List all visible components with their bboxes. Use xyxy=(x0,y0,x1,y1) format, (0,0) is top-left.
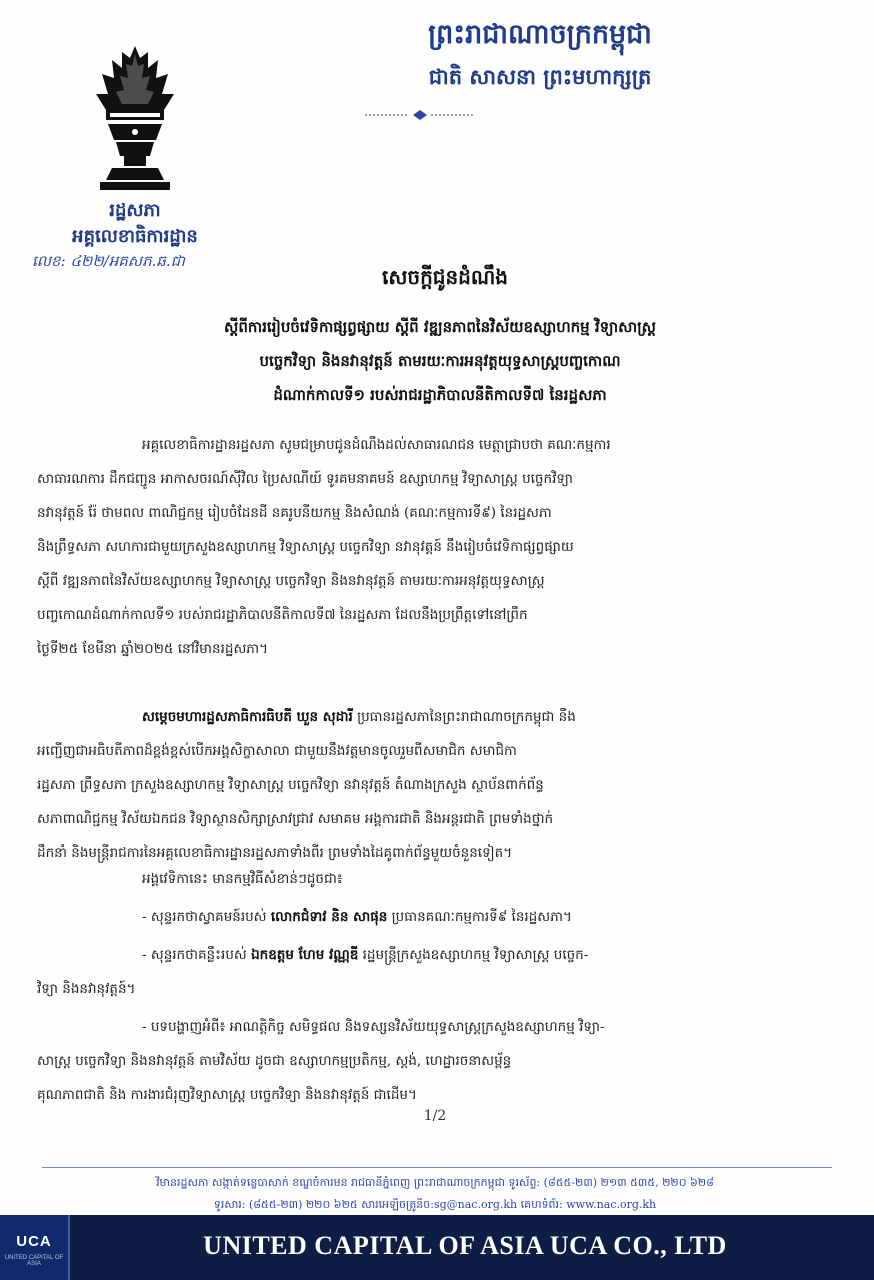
paragraph-line: ស្តីពី វឌ្ឍនភាពនៃវិស័យឧស្សាហកម្ម វិទ្យាសាស្ត្រ បច្ចេកវិទ្យា និងនវានុវត្តន៍ តាមរយៈការអនុវត្តយុទ្ធសាស្ត្រ xyxy=(37,573,545,589)
paragraph-line: នវានុវត្តន៍ រ៉ែ ថាមពល ពាណិជ្ជកម្ម រៀបចំដែនដី នគរូបនីយកម្ម និងសំណង់ (គណៈកម្មការទី៩) នៃរដ្ឋសភា xyxy=(37,505,552,521)
secretariat-name: អគ្គលេខាធិការដ្ឋាន xyxy=(72,226,198,247)
page-number: 1/2 xyxy=(423,1108,447,1124)
reference-number: លេខ: ៤២២/អគសភ.ឆ.ជា xyxy=(32,252,185,270)
footer-contact: ទូរសារ: (៨៥៥-២៣) ២២០ ៦២៥ សារអេឡិចត្រូនិច:sg@nac.org.kh គេហទំព័រ: www.nac.org.kh xyxy=(213,1198,657,1211)
subject-line: បច្ចេកវិទ្យា និងនវានុវត្តន៍ តាមរយៈការអនុវត្តយុទ្ធសាស្ត្របញ្ចកោណ xyxy=(259,352,621,370)
footer-divider xyxy=(42,1167,832,1168)
paragraph-line xyxy=(142,700,832,734)
footer-address: វិមានរដ្ឋសភា សង្កាត់ទន្លេបាសាក់ ខណ្ឌចំការមន រាជធានីភ្នំពេញ ព្រះរាជាណាចក្រកម្ពុជា ទូរស័ព្ទ: (៨៥៥-២៣) ២១៣ ៥៣៥, ២២០ ៦២៨ xyxy=(156,1176,714,1189)
paragraph-line: សាធារណការ ដឹកជញ្ជូន អាកាសចរណ៍ស៊ីវិល ប្រៃសណីយ៍ ទូរគមនាគមន៍ ឧស្សាហកម្ម វិទ្យាសាស្ត្រ បច្ចេកវិទ្យា xyxy=(37,471,574,487)
paragraph-line: បញ្ចកោណដំណាក់កាលទី១ របស់រាជរដ្ឋាភិបាលនីតិកាលទី៧ នៃរដ្ឋសភា ដែលនឹងប្រព្រឹត្តទៅនៅព្រឹក xyxy=(37,607,528,623)
agenda-section xyxy=(37,862,832,1112)
ministry-name: រដ្ឋសភា xyxy=(109,200,161,221)
paragraph-line: អញ្ជើញជាអធិបតីភាពដ៏ខ្ពង់ខ្ពស់បើកអង្គសិក្ខាសាលា ជាមួយនឹងវត្តមានចូលរួមពីសមាជិក សមាជិកា xyxy=(37,743,517,759)
agenda-continuation: វិទ្យា និងនវានុវត្តន៍។ xyxy=(37,981,136,997)
subject-line: ស្តីពីការរៀបចំវេទិកាផ្សព្វផ្សាយ ស្តីពី វឌ្ឍនភាពនៃវិស័យឧស្សាហកម្ម វិទ្យាសាស្ត្រ xyxy=(224,318,656,336)
national-motto: ជាតិ សាសនា ព្រះមហាក្សត្រ xyxy=(428,64,652,89)
agenda-item xyxy=(142,900,832,934)
agenda-text: រដ្ឋមន្ត្រីក្រសួងឧស្សាហកម្ម វិទ្យាសាស្ត្រ បច្ចេក- xyxy=(358,947,589,963)
honorific-name: សម្តេចមហារដ្ឋសភាធិការធិបតី ឃួន សុដារី xyxy=(142,709,353,725)
paragraph-line: ដឹកនាំ និងមន្ត្រីរាជការនៃអគ្គលេខាធិការដ្ឋានរដ្ឋសភាទាំងពីរ ព្រមទាំងដៃគូពាក់ព័ន្ធមួយចំនួនទៀត។ xyxy=(37,845,513,861)
parliament-emblem-icon xyxy=(92,44,178,196)
paragraph-line: អគ្គលេខាធិការដ្ឋានរដ្ឋសភា សូមជម្រាបជូនដំណឹងដល់សាធារណជន មេត្តាជ្រាបថា គណៈកម្មការ xyxy=(142,437,611,453)
paragraph-line: ថ្ងៃទី២៥ ខែមីនា ឆ្នាំ២០២៥ នៅវិមានរដ្ឋសភា។ xyxy=(37,641,269,657)
uca-logo-icon xyxy=(0,1215,70,1280)
agenda-text: - សុន្ទរកថាស្វាគមន៍របស់ xyxy=(142,909,271,925)
agenda-continuation: គុណភាពជាតិ និង ការងារជំរុញវិទ្យាសាស្ត្រ បច្ចេកវិទ្យា និងនវានុវត្តន៍ ជាដើម។ xyxy=(37,1087,417,1103)
document-subject xyxy=(40,310,840,412)
agenda-text: ប្រធានគណៈកម្មការទី៩ នៃរដ្ឋសភា។ xyxy=(387,909,572,925)
agenda-text: - សុន្ទរកថាគន្លឹះរបស់ xyxy=(142,947,252,963)
document-title: សេចក្តីជូនដំណឹង xyxy=(382,265,508,289)
paragraph-line: រដ្ឋសភា ព្រឹទ្ធសភា ក្រសួងឧស្សាហកម្ម វិទ្យាសាស្ត្រ បច្ចេកវិទ្យា នវានុវត្តន៍ តំណាងក្រសួង ស្ថាប័នពាក់ព័ន្ធ xyxy=(37,777,544,793)
agenda-intro: អង្គវេទិកានេះ មានកម្មវិធីសំខាន់ៗដូចជា៖ xyxy=(142,871,343,887)
divider-ornament-icon xyxy=(365,108,475,122)
speaker-name: ឯកឧត្តម ហែម វណ្ណឌី xyxy=(251,947,359,963)
logo-mark: UCA xyxy=(16,1233,52,1250)
paragraph-text: ប្រធានរដ្ឋសភានៃព្រះរាជាណាចក្រកម្ពុជា នឹង xyxy=(352,709,576,725)
agenda-continuation: សាស្ត្រ បច្ចេកវិទ្យា និងនវានុវត្តន៍ តាមវិស័យ ដូចជា ឧស្សាហកម្មប្រតិកម្ម, ស្តង់, ហេដ្ឋារចនាសម្ព័ន្ធ xyxy=(37,1053,512,1069)
agenda-item: - បទបង្ហាញអំពី៖ អាណត្តិកិច្ច សមិទ្ធផល និងទស្សនវិស័យយុទ្ធសាស្ត្រក្រសួងឧស្សាហកម្ម វិទ្យា- xyxy=(142,1019,605,1035)
paragraph-line: សភាពាណិជ្ជកម្ម វិស័យឯកជន វិទ្យាស្ថានសិក្សាស្រាវជ្រាវ សមាគម អង្គការជាតិ និងអន្តរជាតិ ព្រមទាំងថ្នាក់ xyxy=(37,811,554,827)
speaker-name: លោកជំទាវ និន សាផុន xyxy=(270,909,388,925)
company-name: UNITED CAPITAL OF ASIA UCA CO., LTD xyxy=(203,1231,727,1260)
paragraph-line: និងព្រឹទ្ធសភា សហការជាមួយក្រសួងឧស្សាហកម្ម វិទ្យាសាស្ត្រ បច្ចេកវិទ្យា នវានុវត្តន៍ នឹងរៀបចំវេទិកាផ្សព្វផ្សាយ xyxy=(37,539,574,555)
company-banner xyxy=(0,1215,874,1280)
paragraph-presidency xyxy=(37,700,832,870)
kingdom-title: ព្រះរាជាណាចក្រកម្ពុជា xyxy=(428,19,652,50)
logo-tagline: UNITED CAPITAL OF ASIA xyxy=(4,1255,64,1267)
agenda-item xyxy=(142,938,832,972)
subject-line: ដំណាក់កាលទី១ របស់រាជរដ្ឋាភិបាលនីតិកាលទី៧ នៃរដ្ឋសភា xyxy=(273,386,607,404)
paragraph-announcement xyxy=(37,428,832,666)
